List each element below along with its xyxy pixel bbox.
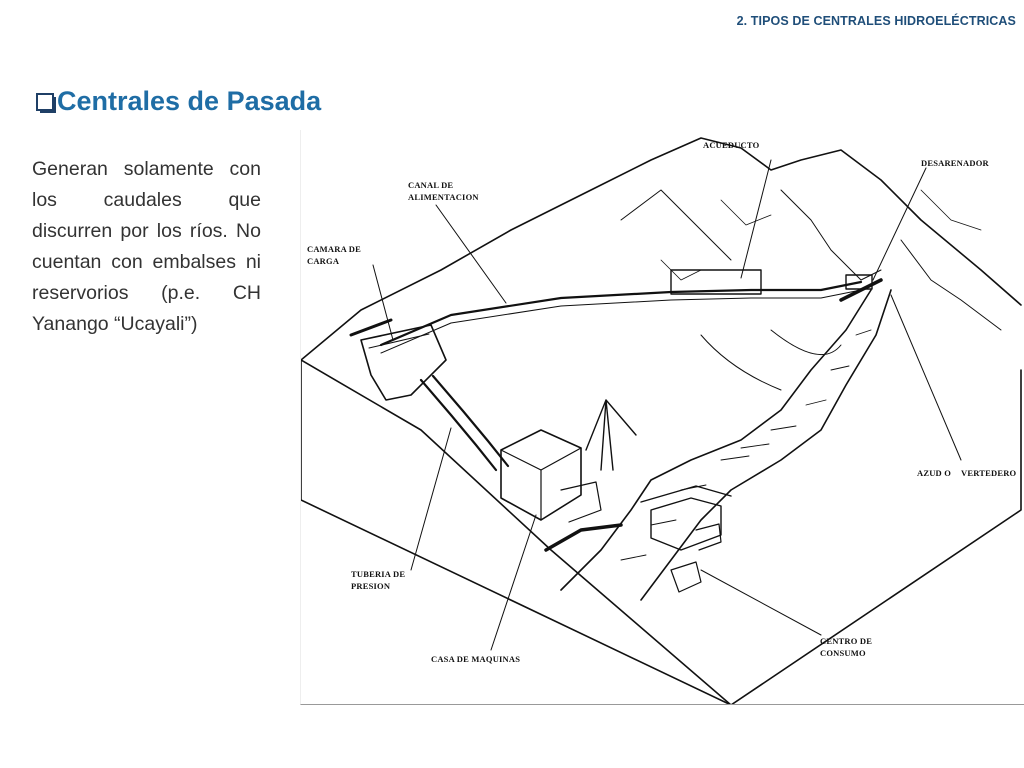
- description-text: Generan solamente con los caudales que discurren por los ríos. No cuentan con embalses ni reservorios (p.e. CH Yanango “Ucayali”): [32, 158, 261, 335]
- pointer-canal: [436, 205, 506, 303]
- run-of-river-plant-diagram: [300, 130, 1024, 705]
- label-centro-1: CENTRO DE: [820, 636, 873, 646]
- section-header: 2. TIPOS DE CENTRALES HIDROELÉCTRICAS: [736, 14, 1016, 28]
- label-acueducto: ACUEDUCTO: [703, 140, 760, 150]
- label-canal-1: CANAL DE: [408, 180, 454, 190]
- page-title-text: Centrales de Pasada: [57, 86, 322, 116]
- label-tuberia-2: PRESION: [351, 581, 391, 591]
- label-tuberia-1: TUBERIA DE: [351, 569, 406, 579]
- river-bank-left: [561, 290, 871, 590]
- label-camara-2: CARGA: [307, 256, 340, 266]
- label-camara-1: CAMARA DE: [307, 244, 361, 254]
- label-azud-a: AZUD O: [917, 468, 952, 478]
- label-centro-2: CONSUMO: [820, 648, 866, 658]
- label-desarenador: DESARENADOR: [921, 158, 989, 168]
- label-azud-b: VERTEDERO: [961, 468, 1017, 478]
- mountain-ridge: [301, 138, 1021, 360]
- pointer-acueducto: [741, 160, 771, 278]
- checkbox-bullet-icon: [36, 93, 54, 111]
- river-bank-right: [641, 290, 891, 600]
- feed-canal: [381, 282, 861, 345]
- transmission-tower: [586, 400, 636, 470]
- terrain-block-outline: [301, 360, 1021, 705]
- label-casa: CASA DE MAQUINAS: [431, 654, 521, 664]
- pointer-casa: [491, 515, 536, 650]
- pointer-centro: [701, 570, 821, 635]
- label-canal-2: ALIMENTACION: [408, 192, 479, 202]
- penstock: [421, 380, 496, 470]
- consumer-house: [651, 498, 721, 550]
- pointer-azud: [891, 295, 961, 460]
- page-title: [36, 86, 321, 117]
- pointer-tuberia: [411, 428, 451, 570]
